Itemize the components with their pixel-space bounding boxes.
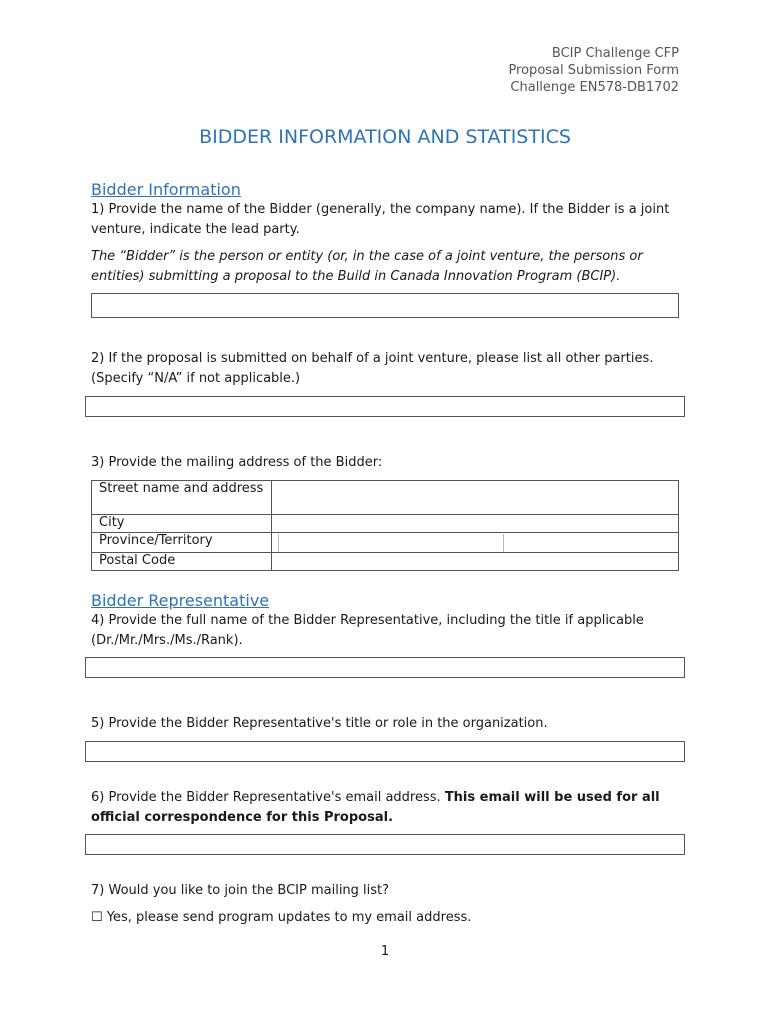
question-6-text: 6) Provide the Bidder Representative's email address. [91,790,441,805]
province-dropdown[interactable] [278,534,504,552]
postal-code-field[interactable] [272,553,679,571]
question-6 [91,788,691,828]
table-row [92,533,679,553]
city-field[interactable] [272,515,679,533]
email-correspondence-note: This email will be used for all official correspondence for this Proposal. [91,790,660,825]
bidder-representative-heading: Bidder Representative [91,591,270,610]
joint-venture-parties-field[interactable] [85,396,685,417]
mailing-list-option [91,908,691,928]
header-line-1: BCIP Challenge CFP [551,46,679,61]
street-address-field[interactable] [272,481,679,515]
bidder-name-field[interactable] [91,293,679,318]
city-label: City [92,515,272,533]
mailing-list-option-label: Yes, please send program updates to my email address. [106,910,472,925]
question-2: 2) If the proposal is submitted on behalf of a joint venture, please list all other parties. (Specify “N/A” if not applicable.) [91,351,654,386]
header-line-3: Challenge EN578-DB1702 [510,80,679,95]
question-3: 3) Provide the mailing address of the Bidder: [91,455,383,470]
table-row [92,515,679,533]
representative-name-field[interactable] [85,657,685,678]
table-row [92,553,679,571]
postal-code-label: Postal Code [92,553,272,571]
page-title: BIDDER INFORMATION AND STATISTICS [199,126,571,148]
mailing-list-checkbox[interactable]: ☐ [91,910,103,925]
question-1: 1) Provide the name of the Bidder (generally, the company name). If the Bidder is a joint venture, indicate the lead party. [91,202,670,237]
header-line-2: Proposal Submission Form [508,63,679,78]
province-label: Province/Territory [92,533,272,553]
mailing-address-table [91,480,679,571]
street-label: Street name and address [92,481,272,515]
question-5: 5) Provide the Bidder Representative's title or role in the organization. [91,716,548,731]
province-field[interactable] [272,533,679,553]
bidder-definition-note: The “Bidder” is the person or entity (or, in the case of a joint venture, the persons or entities) submitting a proposal to the Build in Canada Innovation Program (BCIP). [91,249,643,284]
question-7: 7) Would you like to join the BCIP mailing list? [91,883,390,898]
page-number: 1 [380,944,390,959]
representative-email-field[interactable] [85,834,685,855]
question-4: 4) Provide the full name of the Bidder Representative, including the title if applicable (Dr./Mr./Mrs./Ms./Rank). [91,613,644,648]
bidder-information-heading: Bidder Information [91,180,241,199]
table-row [92,481,679,515]
representative-title-field[interactable] [85,741,685,762]
